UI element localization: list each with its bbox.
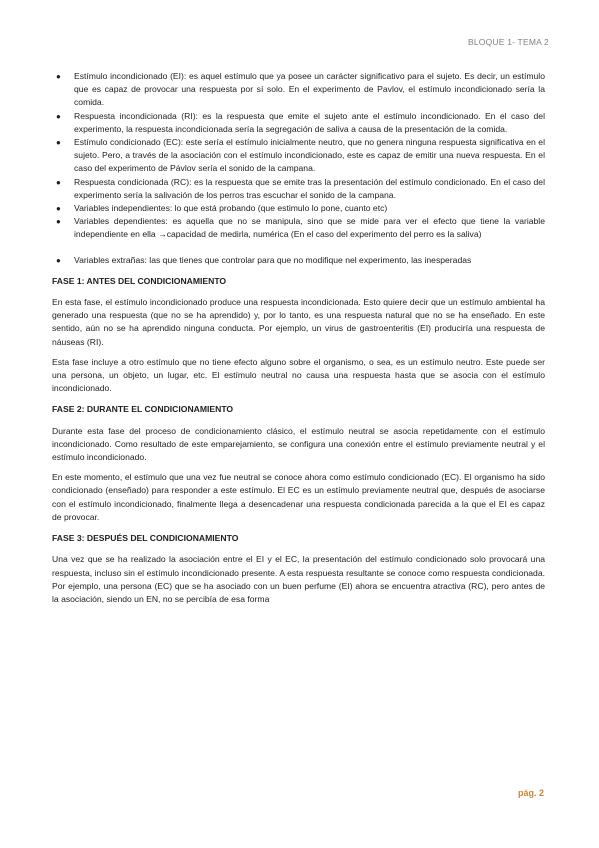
paragraph: En esta fase, el estímulo incondicionado produce una respuesta incondicionada. Esto quiere decir que un estímulo ambiental ha generado una respuesta (que no se ha aprendido) y, por lo tanto, es una respuesta natural que no se ha enseñado. En este sentido, aún no se ha aprendido ninguna conducta. Por ejemplo, un virus de gastroenteritis (EI) produciría una respuesta de náuseas (RI). bbox=[52, 297, 545, 347]
list-item: ● Respuesta condicionada (RC): es la respuesta que se emite tras la presentación del estímulo condicionado. En el caso del experimento sería la salivación de los perros tras escuchar el sonido de la campana. bbox=[56, 176, 545, 200]
section-heading-fase3: FASE 3: DESPUÉS DEL CONDICIONAMIENTO bbox=[52, 533, 239, 544]
list-item: ● Estímulo condicionado (EC): este sería el estímulo inicialmente neutro, que no genera ninguna respuesta significativa en el sujeto. Pero, a través de la asociación con el estímulo incondicionado, este es capaz de emitir una nueva respuesta. En el caso del experimento de Pávlov sería el sonido de la campana. bbox=[56, 137, 545, 174]
list-item: ● Variables independientes: lo que está probando (que estimulo lo pone, cuanto etc) bbox=[52, 202, 545, 215]
list-item: ● Respuesta incondicionada (RI): es la respuesta que emite el sujeto ante el estímulo incondicionado. En el caso del experimento, la respuesta incondicionada sería la segregación de saliva a causa de la presentación de la comida. bbox=[56, 110, 545, 134]
bullet-icon: ● bbox=[56, 255, 61, 265]
list-item: ● Estímulo incondicionado (EI): es aquel estímulo que ya posee un carácter significativo para el sujeto. Es decir, un estímulo que es capaz de provocar una respuesta por sí solo. En el experimento de Pavlov, el estímulo incondicionado sería la comida. bbox=[56, 71, 545, 108]
paragraph: Durante esta fase del proceso de condicionamiento clásico, el estímulo neutral se asocia repetidamente con el estímulo incondicionado. Como resultado de este emparejamiento, se configura una conexión entre el estímulo previamente neutral y el estímulo incondicionado. bbox=[52, 425, 545, 463]
paragraph: Una vez que se ha realizado la asociación entre el EI y el EC, la presentación del estímulo condicionado solo provocará una respuesta, incluso sin el estímulo incondicionado presente. A esta respuesta resultante se conoce como respuesta condicionada. Por ejemplo, una persona (EC) que se ha asociado con un buen perfume (EI) ahora se encuentra atractiva (RC), pero antes de la asociación, siendo un EN, no se percibía de esa forma bbox=[52, 554, 545, 604]
bullet-icon: ● bbox=[56, 177, 61, 187]
section-heading-fase1: FASE 1: ANTES DEL CONDICIONAMIENTO bbox=[52, 275, 227, 286]
bullet-icon: ● bbox=[56, 204, 61, 214]
list-item: ● Variables dependientes: es aquella que no se manipula, sino que se mide para ver el efecto que tiene la variable independiente en ella →capacidad de medirla, numérica (En el caso del experimento del perro es la saliva) bbox=[56, 216, 545, 240]
bullet-icon: ● bbox=[56, 217, 61, 227]
list-item: ● Variables extrañas: las que tienes que controlar para que no modifique nel experimento, las inesperadas bbox=[52, 254, 545, 267]
bullet-icon: ● bbox=[56, 72, 61, 81]
paragraph: En este momento, el estímulo que una vez fue neutral se conoce ahora como estímulo condicionado (EC). El organismo ha sido condicionado (enseñado) para responder a este estímulo. El EC es un estímulo previamente neutral que, después de asociarse con el estímulo incondicionado, finalmente llega a desencadenar una respuesta condicionada parecida a la que el EI es capaz de provocar. bbox=[52, 472, 545, 522]
page-header: BLOQUE 1- TEMA 2 bbox=[468, 37, 549, 47]
bullet-icon: ● bbox=[56, 111, 61, 121]
document-body bbox=[52, 70, 545, 613]
definitions-list bbox=[52, 70, 545, 267]
paragraph: Esta fase incluye a otro estímulo que no tiene efecto alguno sobre el organismo, o sea, es un estímulo neutro. Este puede ser una persona, un objeto, un lugar, etc. El estímulo neutral no causa una respuesta hasta que se asocia con el estímulo incondicionado. bbox=[52, 356, 545, 394]
section-heading-fase2: FASE 2: DURANTE EL CONDICIONAMIENTO bbox=[52, 404, 234, 415]
page-number: pág. 2 bbox=[517, 788, 544, 798]
bullet-icon: ● bbox=[56, 138, 61, 148]
